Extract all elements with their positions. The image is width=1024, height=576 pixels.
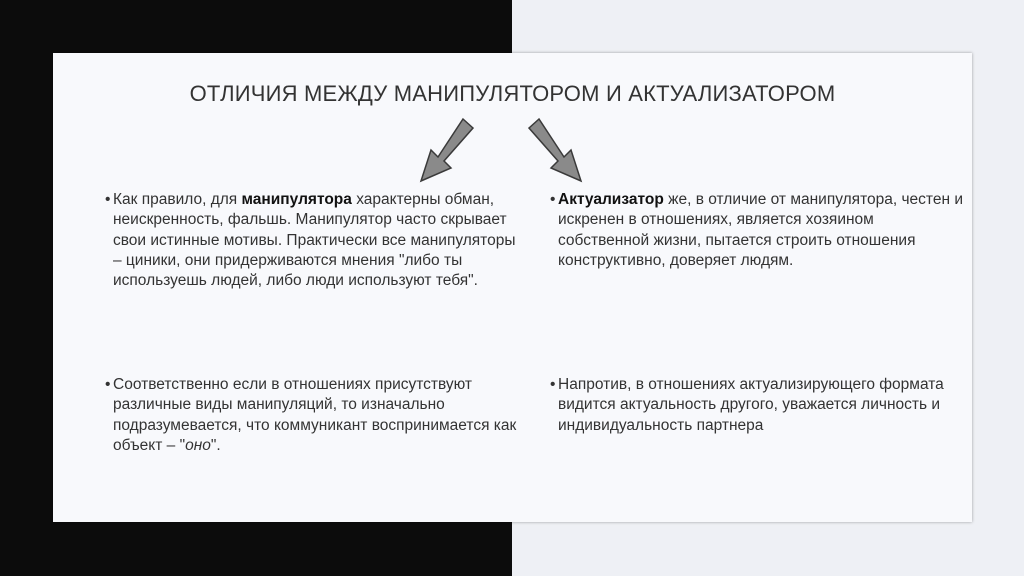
bullet: • <box>550 191 556 208</box>
arrow-down-right-icon <box>527 117 583 183</box>
manipulator-paragraph-2 <box>105 375 518 456</box>
term-it: оно <box>185 436 211 454</box>
slide-title: ОТЛИЧИЯ МЕЖДУ МАНИПУЛЯТОРОМ И АКТУАЛИЗАТОРОМ <box>189 81 836 106</box>
text: Напротив, в отношениях актуализирующего формата видится актуальность другого, уважается личность и индивидуальность партнера <box>558 376 944 434</box>
text-pre: Как правило, для <box>113 191 242 208</box>
bullet: • <box>550 376 556 393</box>
text-post: характерны обман, неискренность, фальшь. Манипулятор часто скрывает свои истинные мотивы. Практически все манипуляторы – циники, они придерживаются мнения "либо ты используешь людей, либо люди используют тебя". <box>113 191 516 290</box>
actualizer-paragraph-1 <box>550 190 963 271</box>
text-post: же, в отличие от манипулятора, честен и искренен в отношениях, является хозяином собственной жизни, пытается строить отношения конструктивно, доверяет людям. <box>558 191 963 269</box>
slide-card <box>53 53 972 522</box>
bullet: • <box>105 191 111 208</box>
text-post: ". <box>210 436 221 454</box>
term-actualizer: Актуализатор <box>558 191 664 208</box>
arrow-down-left-icon <box>419 117 475 183</box>
manipulator-paragraph-1 <box>105 190 518 291</box>
text-pre: Соответственно если в отношениях присутствуют различные виды манипуляций, то изначально подразумевается, что коммуникант воспринимается как объект – " <box>113 376 517 454</box>
actualizer-paragraph-2 <box>550 375 963 436</box>
term-manipulator: манипулятора <box>241 191 352 208</box>
bullet: • <box>105 376 111 393</box>
